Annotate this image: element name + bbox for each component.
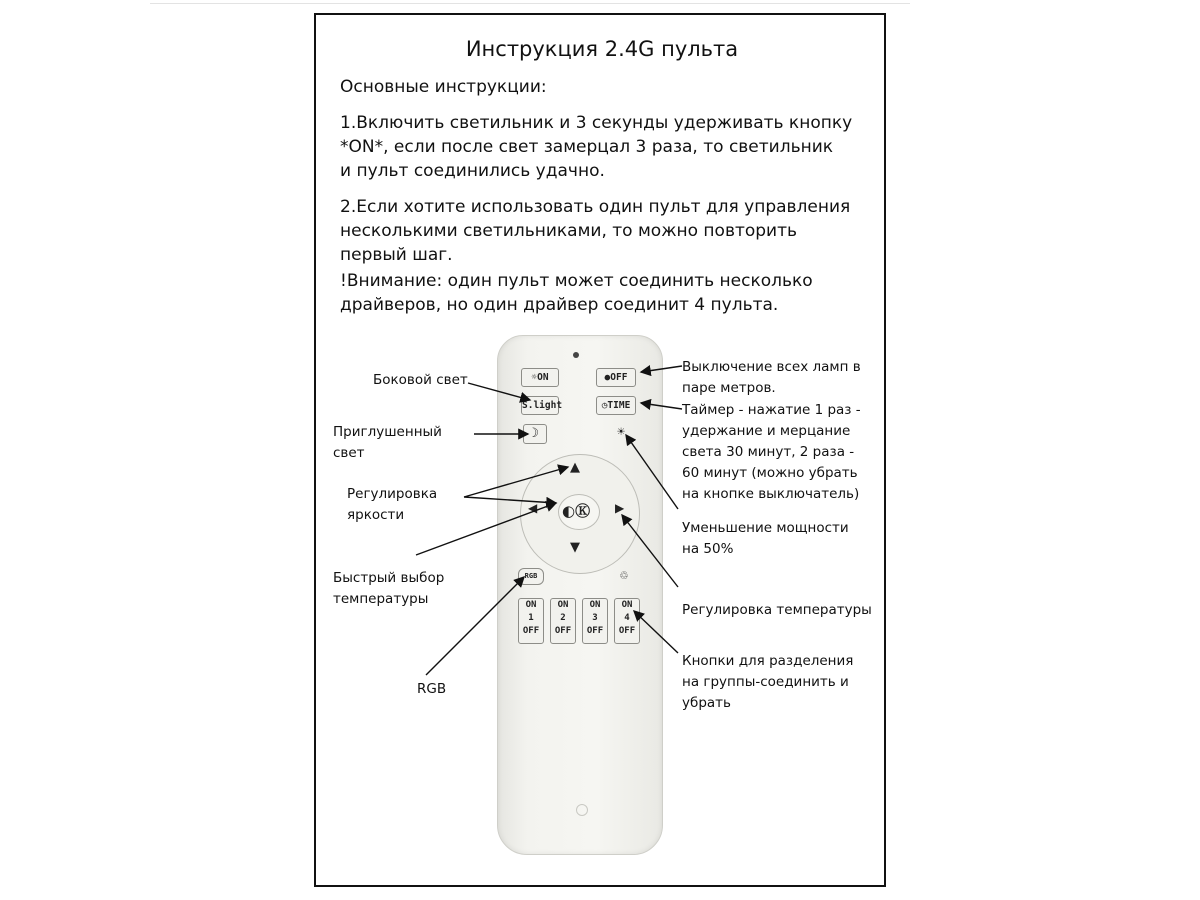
center-k-button[interactable]: ◐Ⓚ (562, 502, 591, 520)
group-1-button[interactable] (518, 598, 544, 644)
group-4-number: 4 (624, 613, 630, 623)
label-quick-temp-line1: Быстрый выбор (333, 570, 445, 586)
page-title: Инструкция 2.4G пульта (465, 37, 739, 61)
step1-line1: 1.Включить светильник и 3 секунды удерживать кнопку (340, 113, 853, 133)
label-half-power-line1: Уменьшение мощности (682, 520, 849, 536)
label-dim-line1: Приглушенный (333, 424, 442, 440)
warning-line1: !Внимание: один пульт может соединить несколько (340, 271, 813, 291)
brightness-up-button[interactable]: ▲ (570, 460, 580, 475)
label-dim-line2: свет (333, 445, 365, 461)
group-1-number: 1 (528, 613, 534, 623)
group-1-on-label: ON (525, 600, 537, 610)
step1-line3: и пульт соединились удачно. (340, 161, 605, 181)
group-1-off-label: OFF (522, 626, 540, 636)
label-groups-line2: на группы-соединить и (682, 674, 849, 690)
group-2-on-label: ON (557, 600, 569, 610)
bottom-mark (576, 804, 588, 816)
group-2-off-label: OFF (554, 626, 572, 636)
warning-line2: драйверов, но один драйвер соединит 4 пульта. (340, 295, 779, 315)
step2-line1: 2.Если хотите использовать один пульт для управления (340, 197, 851, 217)
label-all-off-line1: Выключение всех ламп в (682, 359, 861, 375)
label-temp-adjust: Регулировка температуры (682, 602, 872, 618)
label-timer-line1: Таймер - нажатие 1 раз - (682, 402, 861, 418)
label-all-off-line2: паре метров. (682, 380, 776, 396)
right-button[interactable]: ▶ (615, 501, 625, 515)
group-3-on-label: ON (589, 600, 601, 610)
step1-line2: *ON*, если после свет замерцал 3 раза, то светильник (340, 137, 834, 157)
label-timer-line3: света 30 минут, 2 раза - (682, 444, 855, 460)
step2-line2: несколькими светильниками, то можно повторить (340, 221, 798, 241)
group-3-button[interactable] (582, 598, 608, 644)
half-power-button[interactable]: ☀ (617, 425, 625, 440)
left-button[interactable]: ◀ (528, 501, 538, 515)
group-2-button[interactable] (550, 598, 576, 644)
step2-line3: первый шаг. (340, 245, 453, 265)
group-2-number: 2 (560, 613, 566, 623)
label-brightness-line1: Регулировка (347, 486, 438, 502)
label-groups-line3: убрать (682, 695, 731, 711)
off-button[interactable]: ●OFF (596, 368, 636, 387)
on-button[interactable]: ☼ON (521, 368, 559, 387)
top-divider (150, 3, 910, 4)
group-4-on-label: ON (621, 600, 633, 610)
label-timer-line4: 60 минут (можно убрать (682, 465, 858, 481)
temperature-button[interactable]: ♲ (619, 567, 629, 583)
label-quick-temp-line2: температуры (333, 591, 429, 607)
indicator-led (573, 352, 579, 358)
label-rgb: RGB (417, 681, 447, 697)
dim-light-button[interactable]: ☽ (523, 424, 547, 444)
label-groups-line1: Кнопки для разделения (682, 653, 854, 669)
group-3-number: 3 (592, 613, 598, 623)
side-light-button[interactable]: S.light (521, 396, 559, 415)
group-4-button[interactable] (614, 598, 640, 644)
group-3-off-label: OFF (586, 626, 604, 636)
brightness-down-button[interactable]: ▼ (570, 540, 580, 555)
label-half-power-line2: на 50% (682, 541, 734, 557)
label-timer-line5: на кнопке выключатель) (682, 486, 860, 502)
label-brightness-line2: яркости (347, 507, 405, 523)
timer-button[interactable]: ◷TIME (596, 396, 636, 415)
label-side-light: Боковой свет (373, 372, 468, 388)
rgb-quick-temp-button[interactable]: RGB (518, 568, 544, 585)
remote-control (497, 335, 663, 855)
instruction-sheet (314, 13, 886, 887)
instructions-heading: Основные инструкции: (340, 77, 547, 97)
label-timer-line2: удержание и мерцание (682, 423, 851, 439)
group-4-off-label: OFF (618, 626, 636, 636)
